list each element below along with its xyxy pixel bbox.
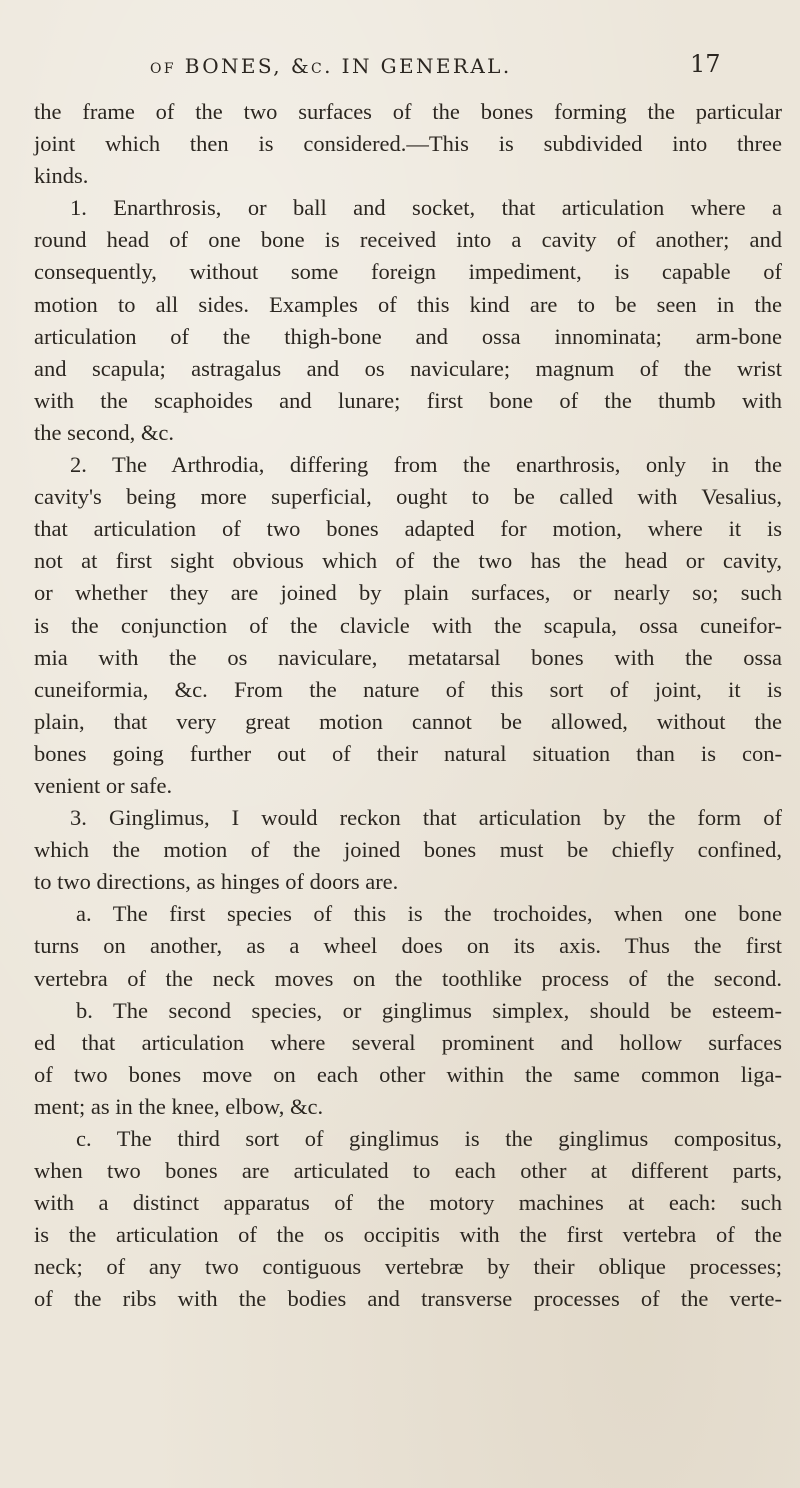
- text-line: ed that articulation where several prominent and hollow surfaces: [34, 1029, 782, 1055]
- page-number: 17: [690, 50, 721, 78]
- text-line: cavity's being more superficial, ought to be called with Vesalius,: [34, 484, 782, 510]
- text-line: neck; of any two contiguous vertebræ by their oblique processes;: [34, 1254, 782, 1280]
- text-line: with a distinct apparatus of the motory machines at each: such: [34, 1190, 782, 1216]
- text-line: not at first sight obvious which of the two has the head or cavity,: [34, 548, 782, 574]
- text-line: 2. The Arthrodia, differing from the enarthrosis, only in the: [70, 452, 782, 478]
- text-line: consequently, without some foreign impediment, is capable of: [34, 259, 782, 285]
- text-line: round head of one bone is received into a cavity of another; and: [34, 227, 782, 253]
- text-line: and scapula; astragalus and os naviculare; magnum of the wrist: [34, 355, 782, 381]
- text-line: joint which then is considered.—This is subdivided into three: [34, 131, 782, 157]
- text-line: or whether they are joined by plain surfaces, or nearly so; such: [34, 580, 782, 606]
- text-line: when two bones are articulated to each other at different parts,: [34, 1158, 782, 1184]
- text-line: the second, &c.: [34, 419, 174, 445]
- running-head: [0, 48, 800, 88]
- body-text: [34, 96, 782, 1316]
- text-line: that articulation of two bones adapted for motion, where it is: [34, 516, 782, 542]
- text-line: the frame of the two surfaces of the bones forming the particular: [34, 99, 782, 124]
- text-line: cuneiformia, &c. From the nature of this sort of joint, it is: [34, 676, 782, 702]
- text-line: bones going further out of their natural situation than is con-: [34, 740, 782, 766]
- text-line: 1. Enarthrosis, or ball and socket, that articulation where a: [70, 195, 782, 221]
- text-line: of two bones move on each other within the same common liga-: [34, 1061, 782, 1087]
- text-line: 3. Ginglimus, I would reckon that articulation by the form of: [70, 805, 782, 831]
- text-line: turns on another, as a wheel does on its axis. Thus the first: [34, 933, 782, 959]
- text-line: a. The first species of this is the trochoides, when one bone: [76, 901, 782, 927]
- text-line: articulation of the thigh-bone and ossa innominata; arm-bone: [34, 323, 782, 349]
- text-line: with the scaphoides and lunare; first bone of the thumb with: [34, 387, 782, 413]
- running-title: of BONES, &c. IN GENERAL.: [150, 54, 512, 78]
- text-line: kinds.: [34, 163, 89, 189]
- text-line: mia with the os naviculare, metatarsal bones with the ossa: [34, 644, 782, 670]
- text-line: b. The second species, or ginglimus simplex, should be esteem-: [76, 997, 782, 1023]
- text-line: vertebra of the neck moves on the toothlike process of the second.: [34, 965, 782, 991]
- text-line: of the ribs with the bodies and transverse processes of the verte-: [34, 1286, 782, 1312]
- text-line: venient or safe.: [34, 772, 173, 798]
- text-line: ment; as in the knee, elbow, &c.: [34, 1093, 324, 1119]
- text-line: motion to all sides. Examples of this kind are to be seen in the: [34, 291, 782, 317]
- text-line: plain, that very great motion cannot be allowed, without the: [34, 708, 782, 734]
- text-line: c. The third sort of ginglimus is the ginglimus compositus,: [76, 1126, 782, 1151]
- text-line: which the motion of the joined bones must be chiefly confined,: [34, 837, 782, 863]
- text-line: is the conjunction of the clavicle with the scapula, ossa cuneifor-: [34, 612, 782, 638]
- text-line: is the articulation of the os occipitis with the first vertebra of the: [34, 1222, 782, 1248]
- text-line: to two directions, as hinges of doors are.: [34, 869, 399, 895]
